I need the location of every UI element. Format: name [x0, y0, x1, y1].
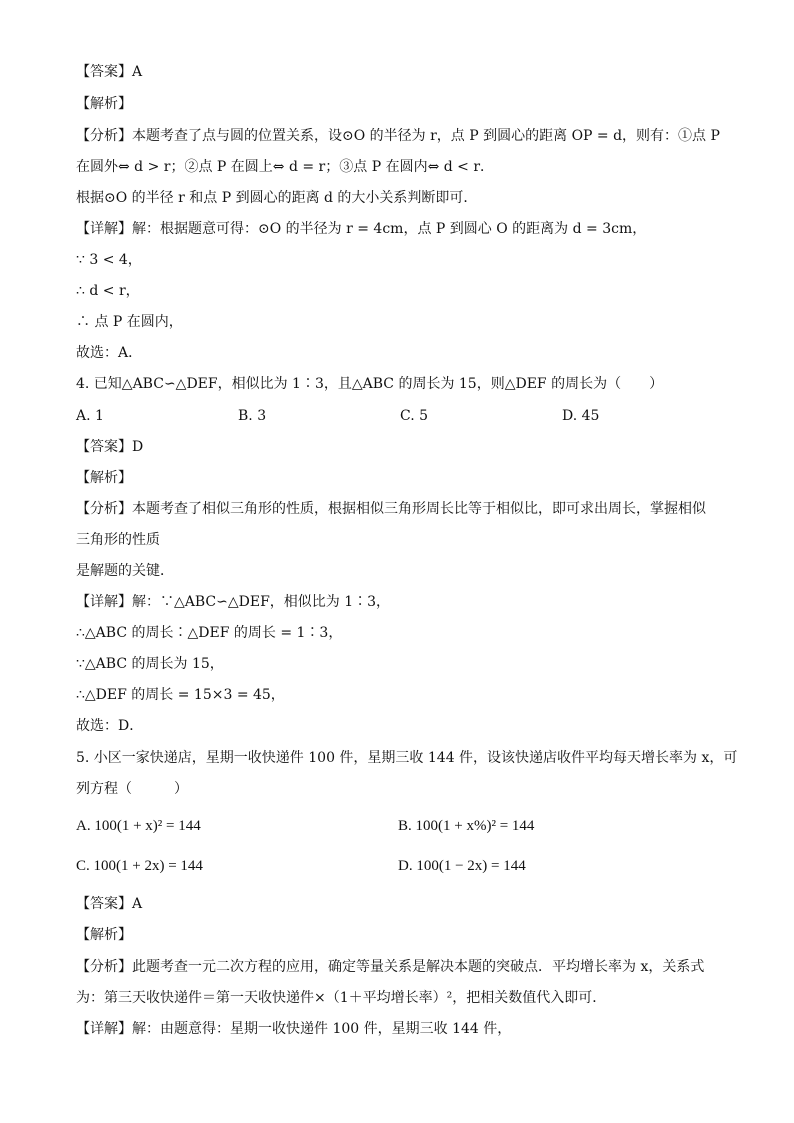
- q4-step3: ∴△DEF 的周长 = 15×3 = 45，: [76, 687, 285, 703]
- q4-fenxi-line3: 是解题的关键．: [76, 563, 174, 579]
- q5-fenxi-line1: 【分析】此题考查一元二次方程的应用，确定等量关系是解决本题的突破点．平均增长率为 x，关系式: [76, 959, 705, 975]
- q5-answer: 【答案】A: [76, 896, 143, 912]
- q5-fenxi-line2: 为：第三天收快递件＝第一天收快递件×（1＋平均增长率）²，把相关数值代入即可．: [76, 990, 607, 1006]
- q3-fenxi-line2: 在圆外⇔ d > r；②点 P 在圆上⇔ d = r；③点 P 在圆内⇔ d < r．: [76, 159, 495, 175]
- q4-fenxi-line1: 【分析】本题考查了相似三角形的性质，根据相似三角形周长比等于相似比，即可求出周长，掌握相似: [76, 501, 706, 517]
- q4-xiangjie: 【详解】解：∵△ABC∽△DEF，相似比为 1∶3，: [76, 594, 391, 610]
- q4-fenxi-line2: 三角形的性质: [76, 532, 160, 548]
- q4-option-a: A. 1: [76, 408, 104, 424]
- q5-xiangjie: 【详解】解：由题意得：星期一收快递件 100 件，星期三收 144 件，: [76, 1021, 512, 1037]
- q4-option-d: D. 45: [562, 408, 600, 424]
- q3-answer: 【答案】A: [76, 64, 143, 80]
- q4-stem: 4. 已知△ABC∽△DEF，相似比为 1∶3，且△ABC 的周长为 15，则△DEF 的周长为（ ）: [76, 376, 664, 392]
- q4-option-c: C. 5: [400, 408, 429, 424]
- q5-stem-line2: 列方程（ ）: [76, 781, 188, 797]
- q3-guxuan: 故选：A．: [76, 345, 143, 361]
- q4-step2: ∵△ABC 的周长为 15，: [76, 656, 224, 672]
- q3-fenxi-line3: 根据⊙O 的半径 r 和点 P 到圆心的距离 d 的大小关系判断即可．: [76, 190, 478, 206]
- q4-answer: 【答案】D: [76, 439, 144, 455]
- q3-step1: ∵ 3 < 4，: [76, 252, 142, 268]
- q4-option-b: B. 3: [238, 408, 267, 424]
- q3-jiexi: 【解析】: [76, 96, 132, 112]
- q5-jiexi: 【解析】: [76, 927, 132, 943]
- q4-step1: ∴△ABC 的周长∶△DEF 的周长 = 1∶3，: [76, 625, 343, 641]
- q3-step2: ∴ d < r，: [76, 283, 140, 299]
- q4-guxuan: 故选：D．: [76, 718, 144, 734]
- q3-xiangjie: 【详解】解：根据题意可得：⊙O 的半径为 r = 4cm，点 P 到圆心 O 的距离为 d = 3cm，: [76, 221, 647, 237]
- q5-option-c: C. 100(1 + 2x) = 144: [76, 858, 203, 874]
- q4-jiexi: 【解析】: [76, 470, 132, 486]
- q5-option-b: B. 100(1 + x%)² = 144: [398, 818, 535, 834]
- q5-stem-line1: 5. 小区一家快递店，星期一收快递件 100 件，星期三收 144 件，设该快递店收件平均每天增长率为 x，可: [76, 750, 738, 766]
- q5-option-a: A. 100(1 + x)² = 144: [76, 818, 201, 834]
- q3-step3: ∴ 点 P 在圆内，: [76, 314, 183, 330]
- q3-fenxi-line1: 【分析】本题考查了点与圆的位置关系，设⊙O 的半径为 r，点 P 到圆心的距离 OP = d，则有：①点 P: [76, 128, 720, 144]
- q5-option-d: D. 100(1 − 2x) = 144: [398, 858, 526, 874]
